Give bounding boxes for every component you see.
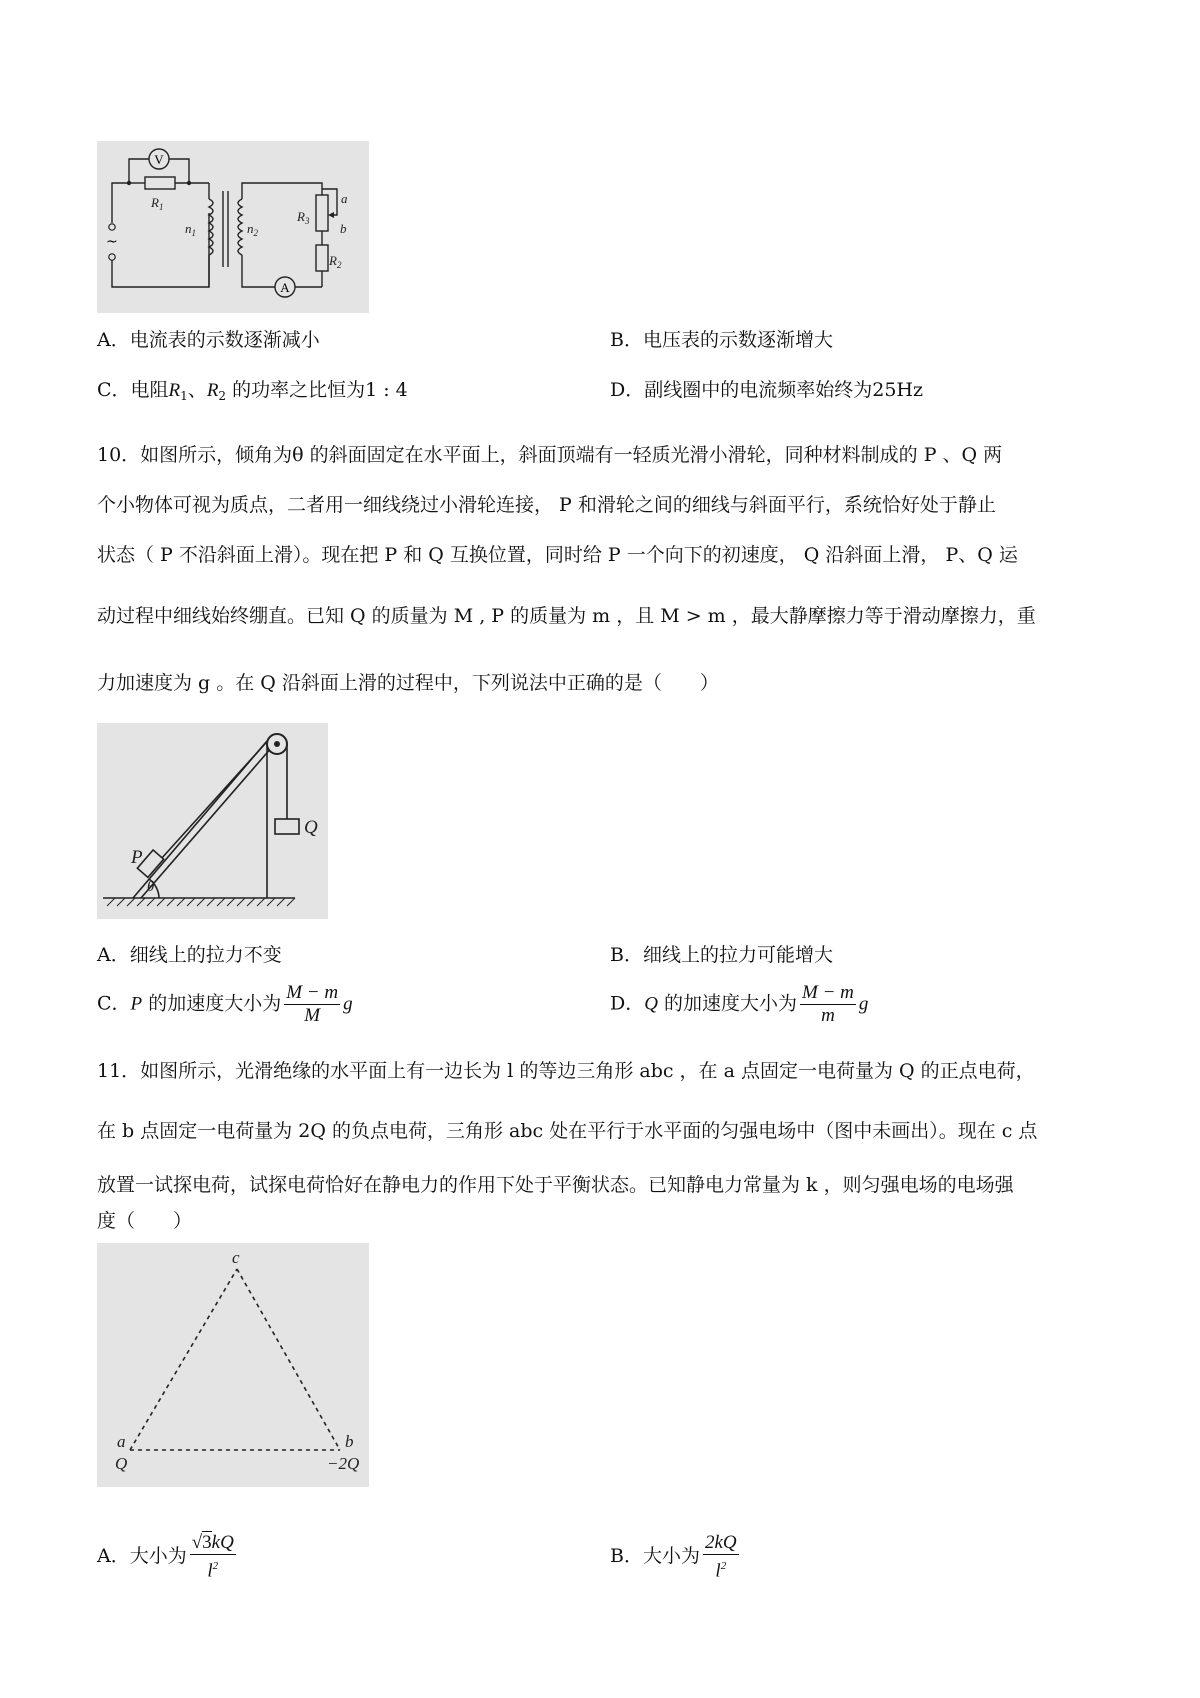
n1-label: n xyxy=(185,221,192,236)
q11-option-a-den-base: l xyxy=(207,1560,213,1582)
q9-option-b: B．电压表的示数逐渐增大 xyxy=(610,329,833,351)
ac-source-label: ~ xyxy=(106,234,118,250)
q11-line-3: 放置一试探电荷，试探电荷恰好在静电力的作用下处于平衡状态。已知静电力常量为 k ，则匀强电场的电场强 xyxy=(97,1174,1014,1196)
q10-option-d-text: 的加速度大小为 xyxy=(657,992,798,1015)
slider-b-label: b xyxy=(340,221,347,236)
q11-option-a xyxy=(97,1532,239,1582)
q11-option-a-denominator xyxy=(190,1555,236,1582)
q11-option-b-prefix: B．大小为 xyxy=(610,1545,700,1568)
svg-text:R3 xyxy=(296,209,310,226)
q9-option-a: A．电流表的示数逐渐减小 xyxy=(97,329,320,351)
q10-option-d-denominator: m xyxy=(821,1005,835,1026)
q9-option-c-sep: 、 xyxy=(187,379,207,401)
q11-option-b-denominator xyxy=(703,1555,739,1582)
q9-option-d: D．副线圈中的电流频率始终为25Hz xyxy=(610,379,923,401)
voltmeter-label: V xyxy=(154,152,164,167)
theta-label: θ xyxy=(147,879,155,895)
q10-option-c-numerator: M − m xyxy=(286,982,339,1003)
q11-option-a-num-rest: kQ xyxy=(211,1532,234,1553)
slider-a-label: a xyxy=(341,191,348,206)
q9-r1-sub: 1 xyxy=(180,389,188,403)
p-label: P xyxy=(131,847,143,868)
q9-option-c xyxy=(97,377,408,409)
ammeter-label: A xyxy=(280,280,290,295)
q11-line-2: 在 b 点固定一电荷量为 2Q 的负点电荷，三角形 abc 处在平行于水平面的匀强电场中（图中未画出）。现在 c 点 xyxy=(97,1120,1038,1142)
incline-diagram xyxy=(97,723,328,919)
q9-option-c-suffix: 的功率之比恒为1 : 4 xyxy=(226,379,408,401)
q10-option-c-denominator: M xyxy=(304,1005,321,1026)
q10-option-c-text: 的加速度大小为 xyxy=(142,992,282,1015)
svg-text:n1 xyxy=(185,221,196,238)
q10-option-c-var: P xyxy=(130,993,143,1015)
n2-label: n xyxy=(247,221,254,236)
q10-option-b: B．细线上的拉力可能增大 xyxy=(610,944,833,966)
q11-option-b-numerator: 2kQ xyxy=(704,1532,737,1553)
q11-option-b-den-sup: 2 xyxy=(720,1560,727,1572)
q9-option-c-prefix: C．电阻 xyxy=(97,379,169,401)
n1-sub: 1 xyxy=(191,228,196,238)
r3-sub: 3 xyxy=(304,216,310,226)
q10-line-1: 10．如图所示，倾角为θ 的斜面固定在水平面上，斜面顶端有一轻质光滑小滑轮，同种材料制成的 P 、Q 两 xyxy=(97,444,1003,466)
q10-option-d-numerator: M − m xyxy=(802,982,854,1003)
q11-option-b-fraction xyxy=(703,1532,739,1582)
q10-line-3: 状态（ P 不沿斜面上滑）。现在把 P 和 Q 互换位置，同时给 P 一个向下的初速度， Q 沿斜面上滑， P、Q 运 xyxy=(97,544,1018,566)
q9-r2-symbol: R xyxy=(206,380,219,401)
q10-option-c xyxy=(97,982,353,1027)
r1-sub: 1 xyxy=(158,202,164,212)
q10-line-5: 力加速度为 g 。在 Q 沿斜面上滑的过程中，下列说法中正确的是（ ） xyxy=(97,672,719,694)
sqrt-icon: √ xyxy=(191,1532,203,1553)
svg-text:n2 xyxy=(247,221,259,238)
vertex-c-label: c xyxy=(232,1248,240,1267)
svg-text:R2 xyxy=(328,253,342,270)
q10-option-d-prefix: D． xyxy=(610,992,645,1015)
triangle-figure xyxy=(97,1243,369,1487)
charge-a-label: Q xyxy=(115,1454,128,1473)
q11-line-1: 11．如图所示，光滑绝缘的水平面上有一边长为 l 的等边三角形 abc ，在 a 点固定一电荷量为 Q 的正点电荷， xyxy=(97,1060,1035,1082)
q10-option-d-var: Q xyxy=(644,993,658,1015)
q10-option-d-fraction xyxy=(800,982,856,1027)
r3-label: R xyxy=(297,209,305,224)
r2-sub: 2 xyxy=(336,260,342,270)
vertex-a-label: a xyxy=(117,1432,126,1451)
vertex-b-label: b xyxy=(345,1432,354,1451)
q11-option-a-den-sup: 2 xyxy=(212,1560,219,1572)
q9-r1-symbol: R xyxy=(168,380,181,401)
q10-option-c-g: g xyxy=(343,993,353,1015)
q11-option-a-numerator xyxy=(190,1532,236,1555)
q11-option-a-radicand: 3 xyxy=(202,1532,212,1553)
r1-label: R xyxy=(151,195,159,210)
svg-text:R1 xyxy=(150,195,163,212)
incline-figure xyxy=(97,723,328,919)
q10-option-c-prefix: C． xyxy=(97,992,131,1015)
n2-sub: 2 xyxy=(253,228,258,238)
q9-r2-sub: 2 xyxy=(218,389,227,403)
circuit-diagram xyxy=(97,141,369,313)
q10-line-2: 个小物体可视为质点，二者用一细线绕过小滑轮连接， P 和滑轮之间的细线与斜面平行，系统恰好处于静止 xyxy=(97,494,996,516)
r2-label: R xyxy=(329,253,337,268)
q11-option-a-fraction xyxy=(190,1532,236,1582)
q11-option-a-prefix: A．大小为 xyxy=(97,1545,187,1568)
q11-line-4: 度（ ） xyxy=(97,1210,193,1232)
triangle-diagram xyxy=(97,1243,369,1487)
q11-option-b-den-base: l xyxy=(715,1560,721,1582)
circuit-figure xyxy=(97,141,369,313)
q10-option-d xyxy=(610,982,868,1027)
q10-option-a: A．细线上的拉力不变 xyxy=(97,944,282,966)
q-label: Q xyxy=(304,817,318,838)
charge-b-label: −2Q xyxy=(327,1454,360,1473)
q11-option-b xyxy=(610,1532,742,1582)
q10-option-d-g: g xyxy=(858,993,869,1015)
q10-line-4: 动过程中细线始终绷直。已知 Q 的质量为 M , P 的质量为 m ，且 M > m ，最大静摩擦力等于滑动摩擦力，重 xyxy=(97,605,1036,627)
q10-option-c-fraction xyxy=(284,982,340,1027)
